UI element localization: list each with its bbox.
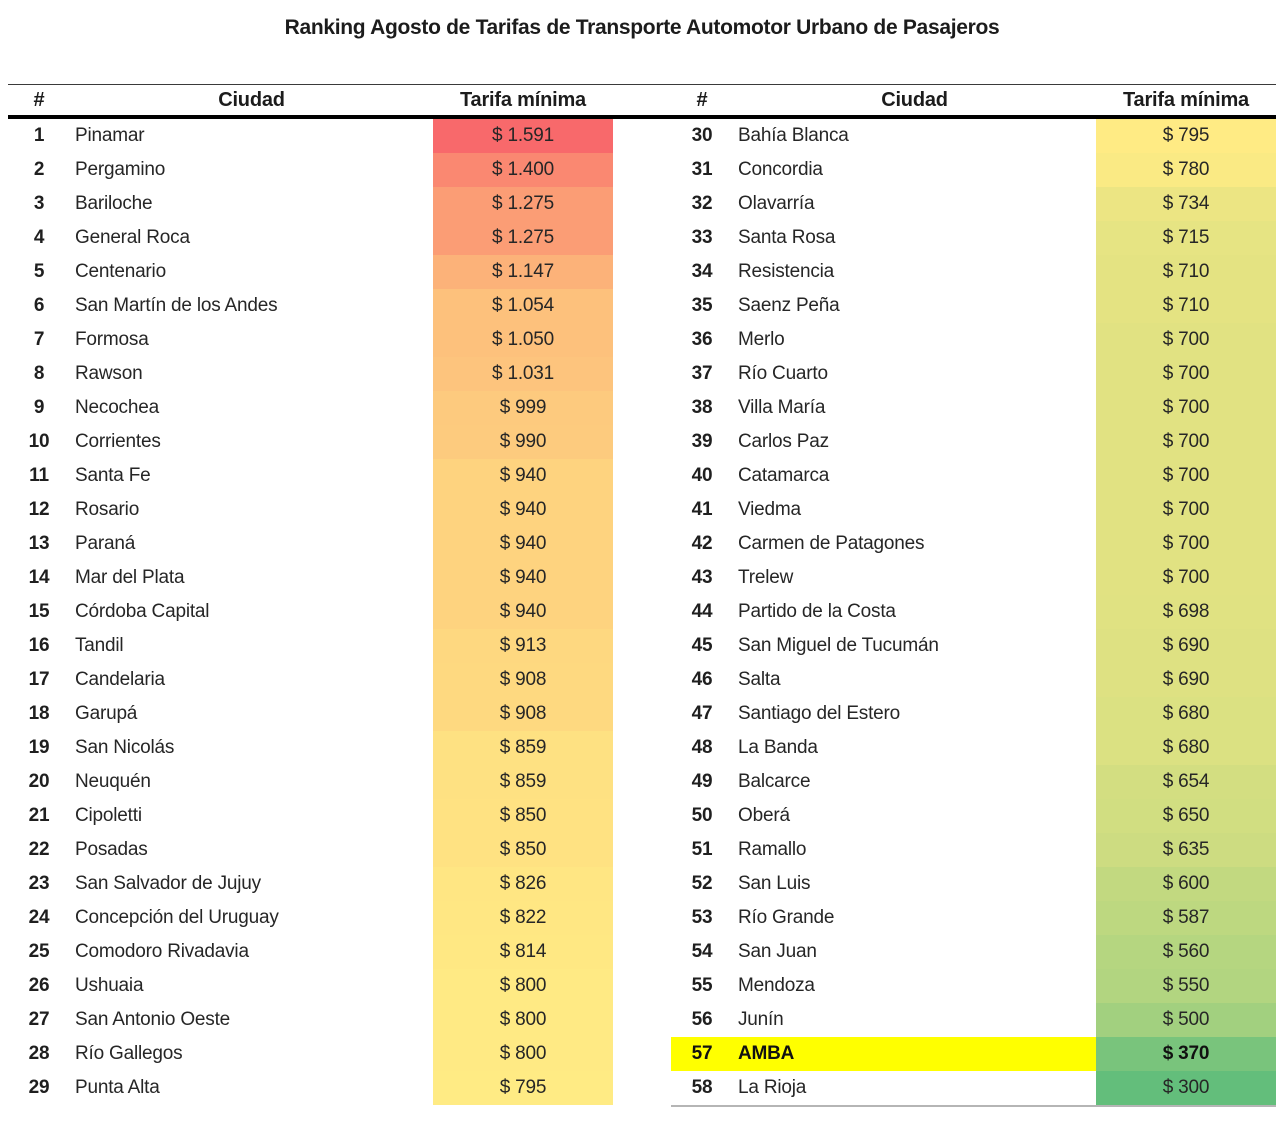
- table-header-left: [8, 85, 613, 115]
- city-cell: Merlo: [738, 329, 785, 350]
- table-row: [8, 595, 613, 629]
- city-cell: Mar del Plata: [75, 567, 185, 588]
- rank-cell: 35: [691, 295, 713, 316]
- table-row: [8, 527, 613, 561]
- table-row: [8, 357, 613, 391]
- fare-cell: $ 715: [1096, 221, 1276, 255]
- table-row: [671, 493, 1276, 527]
- fare-table-left-body: [8, 119, 613, 1107]
- table-row: [8, 425, 613, 459]
- fare-column-header: Tarifa mínima: [460, 89, 586, 111]
- fare-cell: $ 850: [433, 799, 613, 833]
- table-row: [671, 289, 1276, 323]
- rank-cell: 8: [33, 363, 45, 384]
- table-row: [8, 799, 613, 833]
- table-row: [671, 799, 1276, 833]
- table-row: [671, 629, 1276, 663]
- city-cell: San Martín de los Andes: [75, 295, 278, 316]
- fare-cell: $ 908: [433, 697, 613, 731]
- fare-cell: $ 999: [433, 391, 613, 425]
- table-row: [8, 833, 613, 867]
- city-cell: Candelaria: [75, 669, 165, 690]
- city-cell: Rawson: [75, 363, 143, 384]
- table-row: [8, 935, 613, 969]
- fare-cell: $ 795: [1096, 119, 1276, 153]
- city-cell: Pinamar: [75, 125, 145, 146]
- city-cell: Centenario: [75, 261, 166, 282]
- fare-cell: $ 800: [433, 1037, 613, 1071]
- table-row: [671, 323, 1276, 357]
- city-cell: San Antonio Oeste: [75, 1009, 231, 1030]
- rank-cell: 22: [28, 839, 50, 860]
- table-row: [671, 867, 1276, 901]
- city-cell: La Rioja: [738, 1077, 807, 1098]
- table-row: [8, 221, 613, 255]
- rank-cell: 34: [691, 261, 713, 282]
- table-row: [8, 969, 613, 1003]
- rank-cell: 26: [28, 975, 50, 996]
- rank-cell: 58: [691, 1077, 713, 1098]
- table-header-right: [671, 85, 1276, 115]
- city-cell: Concepción del Uruguay: [75, 907, 279, 928]
- table-row: [671, 357, 1276, 391]
- table-row: [671, 391, 1276, 425]
- fare-cell: $ 990: [433, 425, 613, 459]
- table-row: [671, 561, 1276, 595]
- table-row: [671, 901, 1276, 935]
- city-cell: Villa María: [738, 397, 826, 418]
- rank-cell: 25: [28, 941, 50, 962]
- city-cell: Tandil: [75, 635, 124, 656]
- rank-cell: 28: [28, 1043, 50, 1064]
- city-cell: Córdoba Capital: [75, 601, 210, 622]
- fare-cell: $ 700: [1096, 391, 1276, 425]
- rank-cell: 19: [28, 737, 50, 758]
- table-row: [8, 1037, 613, 1071]
- table-row: [671, 697, 1276, 731]
- rank-cell: 36: [691, 329, 713, 350]
- fare-cell: $ 700: [1096, 561, 1276, 595]
- city-cell: La Banda: [738, 737, 818, 758]
- table-row: [8, 153, 613, 187]
- table-row: [8, 323, 613, 357]
- rank-cell: 53: [691, 907, 713, 928]
- city-column-header: Ciudad: [881, 89, 948, 111]
- fare-cell: $ 500: [1096, 1003, 1276, 1037]
- table-row: [671, 255, 1276, 289]
- fare-cell: $ 690: [1096, 663, 1276, 697]
- rank-column-header: #: [33, 89, 45, 111]
- table-row: [671, 459, 1276, 493]
- table-row: [8, 765, 613, 799]
- city-cell: San Juan: [738, 941, 817, 962]
- fare-cell: $ 859: [433, 731, 613, 765]
- table-row: [671, 1003, 1276, 1037]
- fare-cell: $ 710: [1096, 289, 1276, 323]
- fare-cell: $ 560: [1096, 935, 1276, 969]
- rank-cell: 24: [28, 907, 50, 928]
- city-cell: Salta: [738, 669, 781, 690]
- city-cell: Corrientes: [75, 431, 161, 452]
- table-row: [671, 119, 1276, 153]
- table-row: [8, 867, 613, 901]
- fare-cell: $ 940: [433, 493, 613, 527]
- table-row: [671, 833, 1276, 867]
- city-cell: Ushuaia: [75, 975, 144, 996]
- rank-cell: 37: [691, 363, 713, 384]
- table-row: [8, 255, 613, 289]
- table-row: [8, 901, 613, 935]
- table-row: [671, 187, 1276, 221]
- city-cell: Concordia: [738, 159, 823, 180]
- table-row: [671, 595, 1276, 629]
- rank-cell: 44: [691, 601, 713, 622]
- city-cell: Santa Rosa: [738, 227, 836, 248]
- fare-cell: $ 826: [433, 867, 613, 901]
- table-row: [671, 221, 1276, 255]
- rank-cell: 41: [691, 499, 713, 520]
- fare-cell: $ 370: [1096, 1037, 1276, 1071]
- city-cell: Rosario: [75, 499, 140, 520]
- fare-cell: $ 940: [433, 595, 613, 629]
- rank-cell: 40: [691, 465, 713, 486]
- page-title: Ranking Agosto de Tarifas de Transporte Automotor Urbano de Pasajeros: [284, 16, 1000, 39]
- fare-cell: $ 800: [433, 969, 613, 1003]
- rank-cell: 3: [33, 193, 45, 214]
- city-cell: Punta Alta: [75, 1077, 160, 1098]
- table-row: [671, 1071, 1276, 1105]
- city-cell: San Miguel de Tucumán: [738, 635, 939, 656]
- rank-cell: 50: [691, 805, 713, 826]
- rank-cell: 38: [691, 397, 713, 418]
- fare-cell: $ 1.054: [433, 289, 613, 323]
- rank-cell: 9: [33, 397, 45, 418]
- rank-cell: 18: [28, 703, 50, 724]
- fare-ranking-tables: [8, 84, 1276, 1107]
- fare-cell: $ 700: [1096, 527, 1276, 561]
- rank-cell: 45: [691, 635, 713, 656]
- rank-cell: 11: [29, 465, 49, 486]
- fare-cell: $ 1.050: [433, 323, 613, 357]
- fare-cell: $ 1.147: [433, 255, 613, 289]
- fare-cell: $ 600: [1096, 867, 1276, 901]
- rank-cell: 33: [691, 227, 713, 248]
- table-row: [671, 425, 1276, 459]
- fare-cell: $ 550: [1096, 969, 1276, 1003]
- fare-cell: $ 795: [433, 1071, 613, 1105]
- fare-cell: $ 700: [1096, 459, 1276, 493]
- rank-cell: 48: [691, 737, 713, 758]
- table-row: [8, 697, 613, 731]
- rank-cell: 56: [691, 1009, 713, 1030]
- table-row: [8, 629, 613, 663]
- fare-column-header: Tarifa mínima: [1123, 89, 1249, 111]
- city-cell: Viedma: [738, 499, 801, 520]
- city-cell: Necochea: [75, 397, 159, 418]
- fare-cell: $ 859: [433, 765, 613, 799]
- fare-cell: $ 587: [1096, 901, 1276, 935]
- city-cell: Río Gallegos: [75, 1043, 183, 1064]
- table-row: [671, 153, 1276, 187]
- rank-cell: 54: [691, 941, 713, 962]
- rank-cell: 43: [691, 567, 713, 588]
- fare-cell: $ 1.031: [433, 357, 613, 391]
- city-cell: Mendoza: [738, 975, 815, 996]
- city-cell: Ramallo: [738, 839, 807, 860]
- rank-cell: 13: [28, 533, 50, 554]
- city-cell: Resistencia: [738, 261, 835, 282]
- city-cell: Paraná: [75, 533, 136, 554]
- table-row: [671, 1037, 1276, 1071]
- rank-cell: 12: [28, 499, 50, 520]
- table-row: [8, 119, 613, 153]
- rank-cell: 47: [691, 703, 713, 724]
- city-cell: San Nicolás: [75, 737, 175, 758]
- fare-table-right-body: [671, 119, 1276, 1107]
- rank-cell: 21: [28, 805, 50, 826]
- rank-cell: 51: [691, 839, 713, 860]
- city-cell: Formosa: [75, 329, 149, 350]
- city-cell: Garupá: [75, 703, 138, 724]
- rank-cell: 14: [28, 567, 50, 588]
- table-row: [671, 935, 1276, 969]
- table-row: [671, 527, 1276, 561]
- rank-cell: 16: [28, 635, 50, 656]
- rank-cell: 6: [33, 295, 45, 316]
- rank-cell: 46: [691, 669, 713, 690]
- table-row: [8, 1003, 613, 1037]
- city-cell: Junín: [738, 1009, 784, 1030]
- city-cell: Posadas: [75, 839, 148, 860]
- city-cell: Trelew: [738, 567, 794, 588]
- rank-cell: 7: [33, 329, 45, 350]
- city-cell: Santa Fe: [75, 465, 151, 486]
- fare-cell: $ 300: [1096, 1071, 1276, 1105]
- city-cell: Comodoro Rivadavia: [75, 941, 249, 962]
- fare-cell: $ 710: [1096, 255, 1276, 289]
- rank-cell: 27: [28, 1009, 50, 1030]
- fare-cell: $ 822: [433, 901, 613, 935]
- rank-cell: 42: [691, 533, 713, 554]
- fare-cell: $ 940: [433, 561, 613, 595]
- city-cell: Cipoletti: [75, 805, 142, 826]
- table-row: [8, 187, 613, 221]
- city-cell: Neuquén: [75, 771, 151, 792]
- rank-cell: 49: [691, 771, 713, 792]
- table-row: [8, 561, 613, 595]
- city-cell: San Luis: [738, 873, 811, 894]
- city-cell: Bariloche: [75, 193, 153, 214]
- rank-cell: 5: [33, 261, 45, 282]
- city-cell: Oberá: [738, 805, 790, 826]
- table-row: [8, 289, 613, 323]
- fare-cell: $ 1.275: [433, 187, 613, 221]
- fare-cell: $ 940: [433, 459, 613, 493]
- table-row: [671, 731, 1276, 765]
- table-row: [8, 731, 613, 765]
- city-cell: Carmen de Patagones: [738, 533, 925, 554]
- rank-cell: 52: [691, 873, 713, 894]
- fare-cell: $ 1.591: [433, 119, 613, 153]
- fare-cell: $ 700: [1096, 357, 1276, 391]
- city-cell: San Salvador de Jujuy: [75, 873, 261, 894]
- fare-cell: $ 734: [1096, 187, 1276, 221]
- rank-cell: 55: [691, 975, 713, 996]
- table-row: [8, 663, 613, 697]
- fare-cell: $ 1.400: [433, 153, 613, 187]
- city-cell: Olavarría: [738, 193, 815, 214]
- city-cell: Partido de la Costa: [738, 601, 896, 622]
- rank-cell: 23: [28, 873, 50, 894]
- city-cell: Santiago del Estero: [738, 703, 901, 724]
- fare-cell: $ 814: [433, 935, 613, 969]
- rank-cell: 39: [691, 431, 713, 452]
- rank-cell: 4: [33, 227, 45, 248]
- rank-cell: 15: [28, 601, 50, 622]
- fare-cell: $ 800: [433, 1003, 613, 1037]
- table-row: [671, 969, 1276, 1003]
- table-row: [8, 459, 613, 493]
- city-cell: Catamarca: [738, 465, 830, 486]
- fare-cell: $ 650: [1096, 799, 1276, 833]
- table-row: [671, 765, 1276, 799]
- fare-cell: $ 700: [1096, 493, 1276, 527]
- table-bodies: [8, 119, 1276, 1107]
- table-row: [8, 1071, 613, 1105]
- city-cell: Pergamino: [75, 159, 166, 180]
- fare-cell: $ 698: [1096, 595, 1276, 629]
- city-cell: Río Grande: [738, 907, 835, 928]
- fare-cell: $ 680: [1096, 731, 1276, 765]
- rank-cell: 20: [28, 771, 50, 792]
- rank-column-header: #: [696, 89, 708, 111]
- city-cell: Bahía Blanca: [738, 125, 849, 146]
- fare-cell: $ 635: [1096, 833, 1276, 867]
- rank-cell: 29: [28, 1077, 50, 1098]
- fare-cell: $ 700: [1096, 425, 1276, 459]
- rank-cell: 57: [671, 1037, 733, 1071]
- city-column-header: Ciudad: [218, 89, 285, 111]
- fare-cell: $ 1.275: [433, 221, 613, 255]
- table-row: [8, 391, 613, 425]
- fare-cell: $ 913: [433, 629, 613, 663]
- rank-cell: 2: [33, 159, 45, 180]
- rank-cell: 17: [28, 669, 50, 690]
- fare-cell: $ 940: [433, 527, 613, 561]
- fare-cell: $ 850: [433, 833, 613, 867]
- city-cell: General Roca: [75, 227, 190, 248]
- table-header-band: [8, 84, 1276, 119]
- fare-cell: $ 780: [1096, 153, 1276, 187]
- fare-cell: $ 700: [1096, 323, 1276, 357]
- city-cell: AMBA: [733, 1037, 1096, 1071]
- fare-cell: $ 654: [1096, 765, 1276, 799]
- rank-cell: 1: [33, 125, 45, 146]
- fare-cell: $ 908: [433, 663, 613, 697]
- rank-cell: 32: [691, 193, 713, 214]
- fare-cell: $ 690: [1096, 629, 1276, 663]
- city-cell: Balcarce: [738, 771, 811, 792]
- table-row: [8, 493, 613, 527]
- table-row: [671, 663, 1276, 697]
- fare-cell: $ 680: [1096, 697, 1276, 731]
- city-cell: Río Cuarto: [738, 363, 828, 384]
- city-cell: Saenz Peña: [738, 295, 840, 316]
- rank-cell: 31: [691, 159, 713, 180]
- city-cell: Carlos Paz: [738, 431, 829, 452]
- rank-cell: 30: [691, 125, 713, 146]
- rank-cell: 10: [28, 431, 50, 452]
